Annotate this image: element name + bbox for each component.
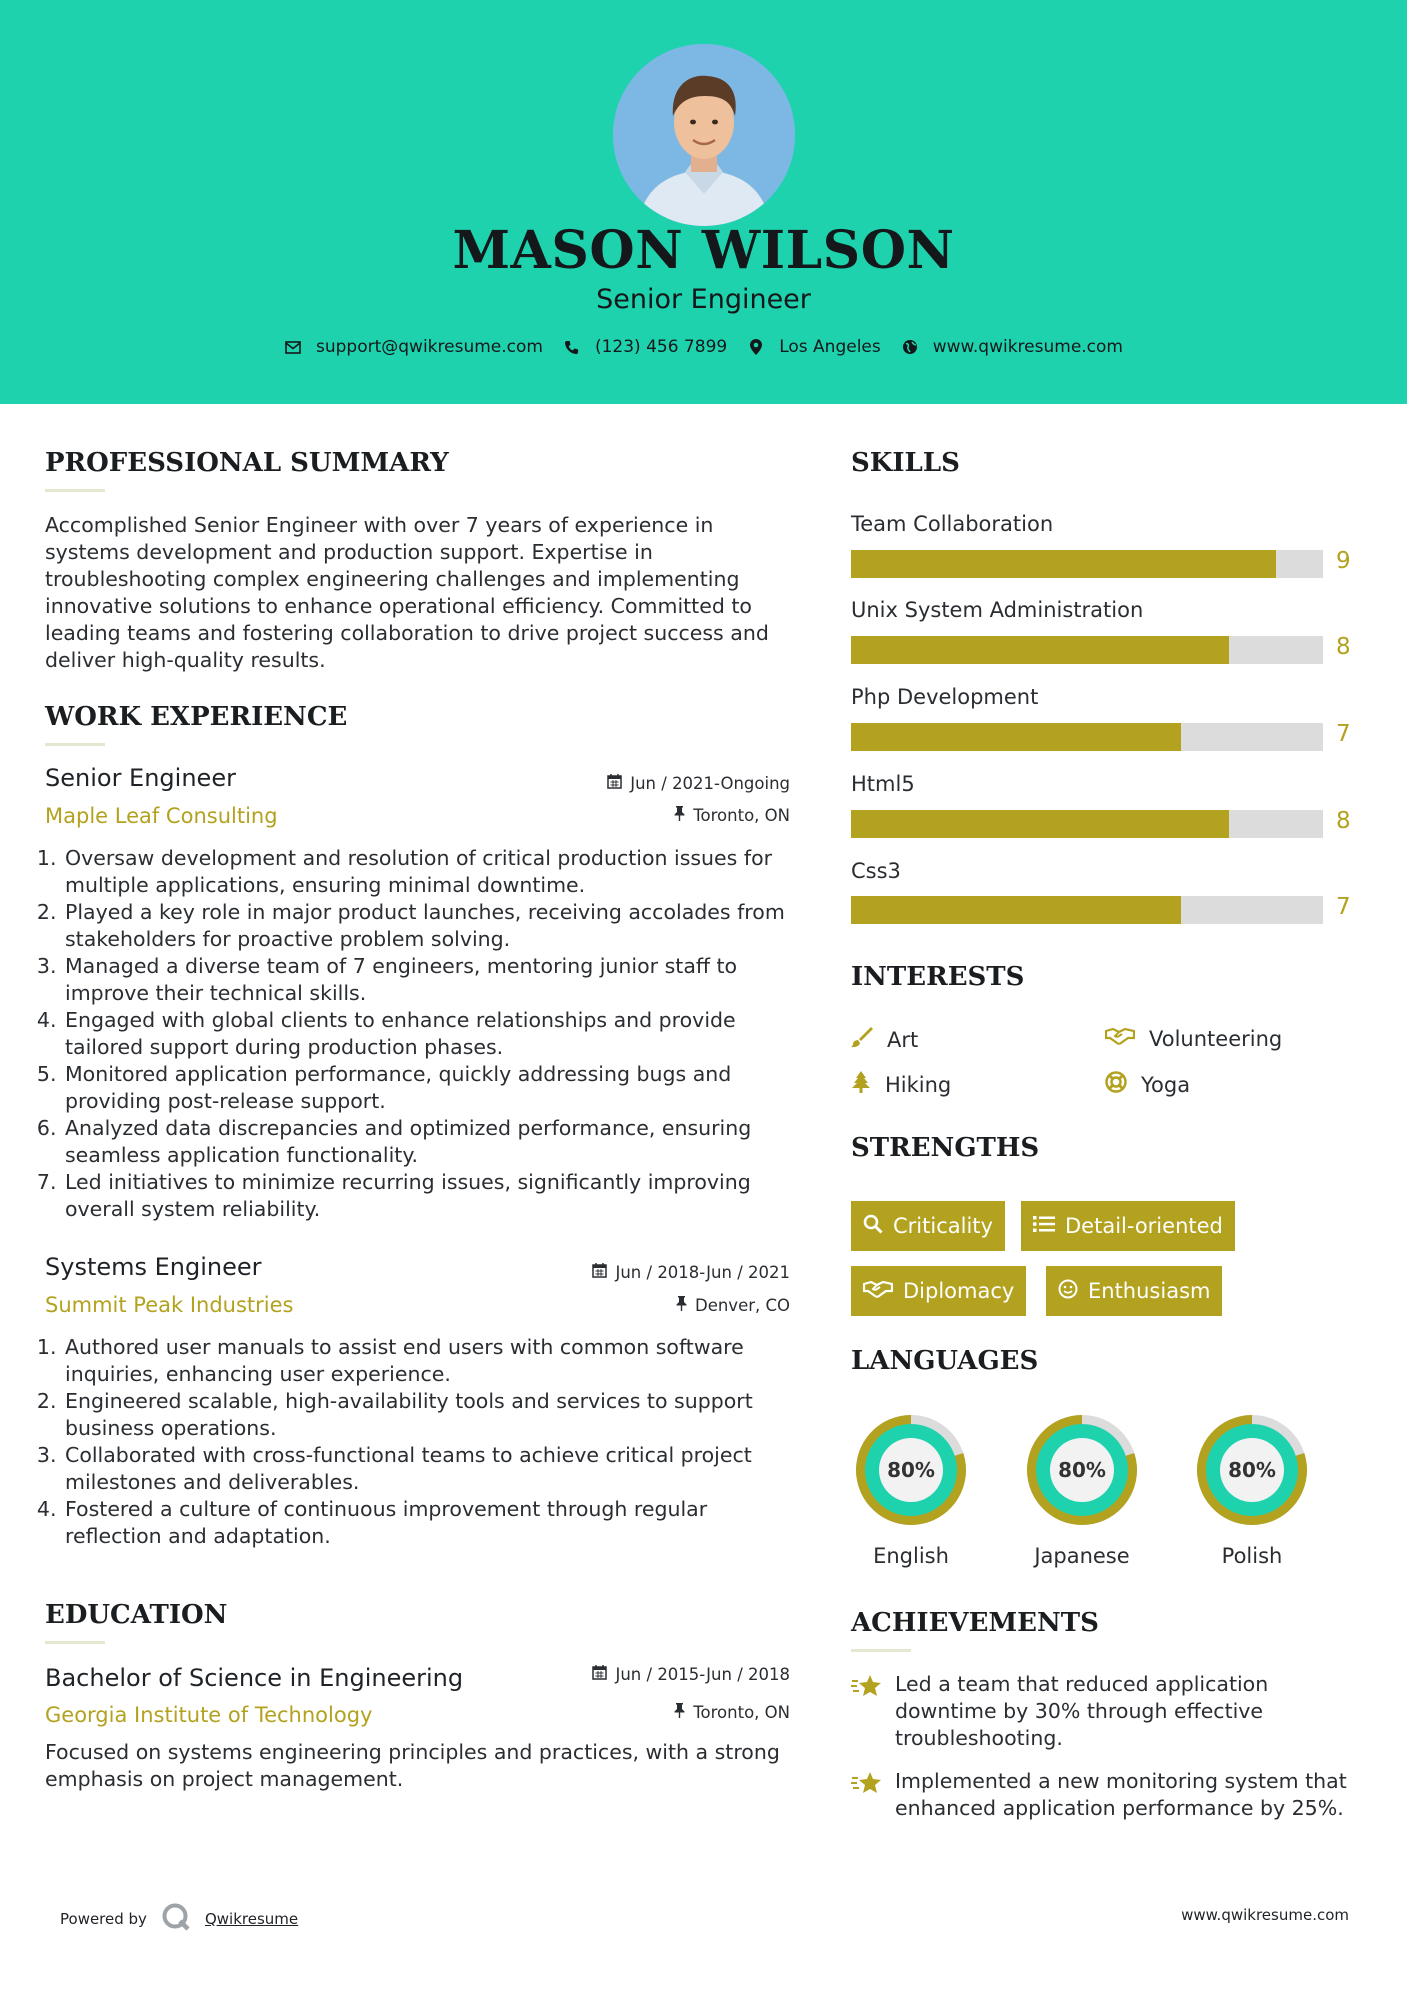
pushpin-icon [674,1703,685,1722]
candidate-name: MASON WILSON [452,220,955,281]
language-gauge [1191,1409,1313,1535]
contact-bar [0,337,1407,357]
skill-bar-fill [851,550,1276,578]
skill-bar [851,896,1323,924]
list-item: 6. Analyzed data discrepancies and optimized performance, ensuring seamless application functionality. [63,1115,803,1169]
job-company: Maple Leaf Consulting [45,804,278,828]
language-percent: 80% [1228,1458,1276,1482]
smile-icon [1058,1279,1078,1304]
contact-email[interactable] [284,337,543,357]
strength-tag: Enthusiasm [1046,1266,1222,1316]
skill-value: 8 [1336,808,1351,834]
job-bullets [45,1334,803,1550]
language-name: English [873,1544,949,1568]
language-gauge [1021,1409,1143,1535]
strength-tag: Diplomacy [851,1266,1026,1316]
footer-website[interactable]: www.qwikresume.com [1181,1906,1349,1924]
contact-location [747,337,881,357]
education-divider [45,1641,105,1644]
powered-by-label: Powered by [60,1910,147,1928]
skill-value: 9 [1336,548,1351,574]
skill-bar [851,810,1323,838]
skill-bar [851,550,1323,578]
list-item: 3. Collaborated with cross-functional teams to achieve critical project milestones and deliverables. [63,1442,803,1496]
job-dates: Jun / 2021-Ongoing [607,774,790,793]
skill-bar-fill [851,723,1181,751]
skill-name: Unix System Administration [851,598,1144,622]
summary-divider [45,489,105,492]
job-title: Systems Engineer [45,1253,262,1281]
achievements-divider [851,1649,911,1652]
tree-icon [851,1071,871,1098]
summary-heading: PROFESSIONAL SUMMARY [45,448,449,478]
calendar-icon [592,1263,607,1282]
envelope-icon [284,338,302,356]
skill-bar-fill [851,810,1229,838]
calendar-icon [607,774,622,793]
map-pin-icon [747,338,765,356]
list-item: 3. Managed a diverse team of 7 engineers, mentoring junior staff to improve their technical skills. [63,953,803,1007]
pushpin-icon [676,1296,687,1315]
calendar-icon [592,1665,607,1684]
brand-link[interactable]: Qwikresume [204,1910,299,1928]
education-location: Toronto, ON [674,1703,790,1722]
strength-tag: Criticality [851,1201,1005,1251]
list-item: 7. Led initiatives to minimize recurring issues, significantly improving overall system reliability. [63,1169,803,1223]
interest-item: Yoga [1105,1071,1190,1098]
education-heading: EDUCATION [45,1600,228,1630]
skill-bar [851,636,1323,664]
job-location: Toronto, ON [674,806,790,825]
skill-name: Html5 [851,772,915,796]
skill-bar [851,723,1323,751]
contact-website[interactable] [901,337,1123,357]
skill-value: 7 [1336,894,1351,920]
job-location: Denver, CO [676,1296,790,1315]
skill-bar-fill [851,636,1229,664]
language-name: Japanese [1034,1544,1130,1568]
header-banner [0,0,1407,404]
list-item: 1. Oversaw development and resolution of critical production issues for multiple applications, ensuring minimal downtime. [63,845,803,899]
interest-item: Volunteering [1105,1026,1282,1051]
candidate-title: Senior Engineer [596,284,811,315]
education-description: Focused on systems engineering principles and practices, with a strong emphasis on project management. [45,1740,780,1791]
skill-name: Team Collaboration [851,512,1054,536]
skill-name: Php Development [851,685,1039,709]
languages-heading: LANGUAGES [851,1346,1039,1376]
list-item: 4. Engaged with global clients to enhance relationships and provide tailored support during production phases. [63,1007,803,1061]
skill-bar-fill [851,896,1181,924]
footer-branding [60,1902,298,1936]
paintbrush-icon [851,1026,873,1053]
degree-title: Bachelor of Science in Engineering [45,1664,464,1692]
list-item: 2. Engineered scalable, high-availability tools and services to support business operations. [63,1388,803,1442]
achievements-heading: ACHIEVEMENTS [851,1608,1099,1638]
achievement-item: Led a team that reduced application downtime by 30% through effective troubleshooting. [851,1671,1371,1752]
contact-phone[interactable] [563,337,727,357]
list-item: 1. Authored user manuals to assist end users with common software inquiries, enhancing user experience. [63,1334,803,1388]
interests-heading: INTERESTS [851,962,1025,992]
star-icon [851,1671,883,1752]
interest-item: Hiking [851,1071,951,1098]
experience-divider [45,743,105,746]
school-name: Georgia Institute of Technology [45,1703,373,1727]
lifering-icon [1105,1071,1127,1098]
strengths-heading: STRENGTHS [851,1133,1040,1163]
language-percent: 80% [1058,1458,1106,1482]
phone-icon [563,338,581,356]
qwikresume-logo-icon [161,1902,191,1936]
summary-text: Accomplished Senior Engineer with over 7 years of experience in systems development and production support. Expertise in troubleshooting complex engineering challenges and implementing innovative solutions to enhance operational efficiency. Committed to leading teams and fostering collaboration to drive project success and deliver high-quality results. [45,513,769,672]
list-item: 4. Fostered a culture of continuous improvement through regular reflection and adaptation. [63,1496,803,1550]
job-title: Senior Engineer [45,764,236,792]
skill-value: 7 [1336,721,1351,747]
job-bullets [45,845,803,1223]
location-text: Los Angeles [779,337,881,357]
profile-photo [613,44,795,226]
skill-name: Css3 [851,859,901,883]
strength-tag: Detail-oriented [1021,1201,1235,1251]
language-gauge [850,1409,972,1535]
job-company: Summit Peak Industries [45,1293,294,1317]
language-name: Polish [1221,1544,1283,1568]
list-item: 2. Played a key role in major product launches, receiving accolades from stakeholders for proactive problem solving. [63,899,803,953]
skills-heading: SKILLS [851,448,960,478]
interest-item: Art [851,1026,918,1053]
phone-text: (123) 456 7899 [594,337,728,357]
language-percent: 80% [887,1458,935,1482]
email-text: support@qwikresume.com [316,337,543,357]
skill-value: 8 [1336,634,1351,660]
achievement-item: Implemented a new monitoring system that enhanced application performance by 25%. [851,1768,1371,1822]
pushpin-icon [674,806,685,825]
experience-heading: WORK EXPERIENCE [45,702,348,732]
education-dates: Jun / 2015-Jun / 2018 [592,1665,790,1684]
website-text: www.qwikresume.com [932,337,1123,357]
list-item: 5. Monitored application performance, quickly addressing bugs and providing post-release support. [63,1061,803,1115]
list-icon [1033,1214,1055,1238]
star-icon [851,1768,883,1822]
handshake-icon [863,1279,893,1304]
job-dates: Jun / 2018-Jun / 2021 [592,1263,790,1282]
globe-icon [901,338,919,356]
search-icon [863,1214,883,1239]
handshake-icon [1105,1026,1135,1051]
